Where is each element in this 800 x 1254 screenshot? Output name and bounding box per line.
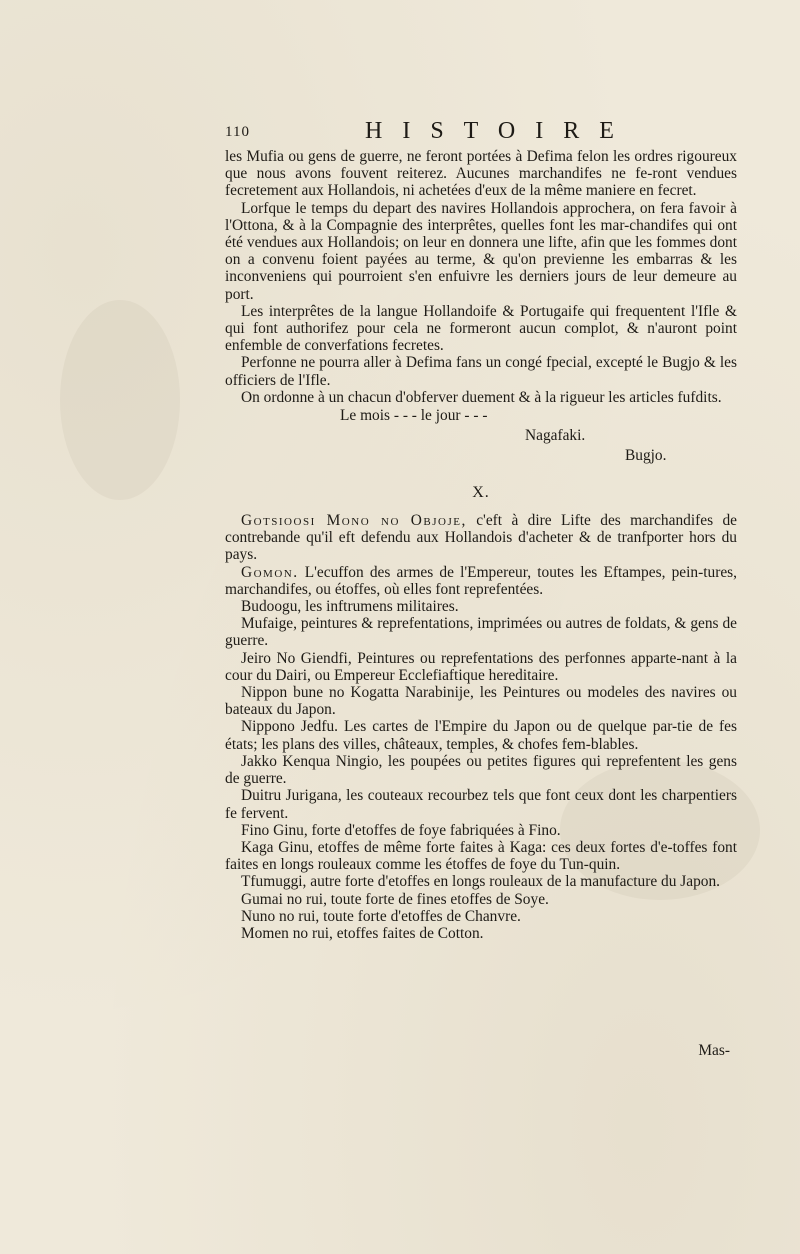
page-header [225, 118, 770, 148]
paragraph: les Mufia ou gens de guerre, ne feront portées à Defima felon les ordres rigoureux que nous avons fouvent reiterez. Aucunes marchandifes ne fe-ront vendues fecretement aux Hollandois, ni achetées d'eux de la même maniere en fecret. [225, 148, 737, 200]
paragraph: Les interprêtes de la langue Hollandoife & Portugaife qui frequentent l'Ifle & qui font authorifez pour cela ne formeront aucun complot, & n'auront point enfemble de converfations fecretes. [225, 302, 737, 355]
main-text [225, 148, 737, 942]
paragraph: Lorfque le temps du depart des navires Hollandois approchera, on fera favoir à l'Ottona, & à la Compagnie des interprêtes, quelles font les mar-chandifes qui ont été vendues aux Hollandois; on leur en donnera une lifte, afin que les fommes dont on a convenu foient payées au terme, & qu'on previenne les embarras & les inconveniens qui pourroient s'en enfuivre les derniers jours de leur demeure au port. [225, 199, 737, 303]
list-item: Jakko Kenqua Ningio, les poupées ou petites figures qui reprefentent les gens de guerre. [225, 752, 737, 788]
list-item: Jeiro No Giendfi, Peintures ou reprefentations des perfonnes apparte-nant à la cour du Dairi, ou Empereur Ecclefiaftique hereditaire. [225, 649, 737, 684]
gomon-rest: L'ecuffon des armes de l'Empereur, toutes les Eftampes, pein-tures, marchandifes, ou étoffes, où elles font reprefentées. [225, 563, 737, 598]
list-item: Mufaige, peintures & reprefentations, imprimées ou autres de foldats, & gens de guerre. [225, 615, 737, 650]
list-item: Tfumuggi, autre forte d'etoffes en longs rouleaux de la manufacture du Japon. [241, 873, 721, 891]
list-item: Nuno no rui, toute forte d'etoffes de Chanvre. [241, 907, 521, 925]
paragraph: On ordonne à un chacun d'obferver duement & à la rigueur les articles fufdits. [241, 388, 722, 406]
list-item [225, 564, 737, 598]
list-item: Kaga Ginu, etoffes de même forte faites à Kaga: ces deux fortes d'e-toffes font faites en longs rouleaux comme les étoffes de foye du Tun-quin. [225, 838, 737, 874]
list-item: Budoogu, les inftrumens militaires. [241, 598, 459, 616]
list-item: Duitru Jurigana, les couteaux recourbez tels que font ceux dont les charpentiers fe fervent. [225, 787, 737, 822]
list-item: Nippono Jedfu. Les cartes de l'Empire du Japon ou de quelque par-tie de fes états; les plans des villes, châteaux, temples, & chofes fem-blables. [225, 718, 737, 753]
signature-name: Bugjo. [625, 447, 667, 465]
list-item: Fino Ginu, forte d'etoffes de foye fabriquées à Fino. [241, 821, 561, 839]
page-number: 110 [225, 124, 250, 140]
gomon-caps: Gomon. [241, 563, 299, 581]
list-item: Gumai no rui, toute forte de fines etoffes de Soye. [241, 890, 549, 908]
list-item: Momen no rui, etoffes faites de Cotton. [241, 924, 484, 942]
paragraph: Perfonne ne pourra aller à Defima fans un congé fpecial, excepté le Bugjo & les officiers de l'Ifle. [225, 354, 737, 389]
signature-date: Le mois - - - le jour - - - [340, 407, 488, 425]
catchword: Mas- [698, 1042, 730, 1059]
section-intro [225, 512, 737, 564]
signature-place: Nagafaki. [525, 427, 586, 445]
list-item: Nippon bune no Kogatta Narabinije, les Peintures ou modeles des navires ou bateaux du Japon. [225, 684, 737, 719]
running-title: HISTOIRE [365, 118, 634, 144]
section-intro-rest: c'eft à dire Lifte des marchandifes de contrebande qu'il eft defendu aux Hollandois d'acheter & de tranfporter hors du pays. [225, 512, 737, 564]
section-intro-caps: Gotsioosi Mono no Objoje, [241, 512, 467, 530]
paper-stain [60, 300, 180, 500]
section-spacer [225, 466, 737, 474]
section-number: X. [472, 484, 490, 502]
